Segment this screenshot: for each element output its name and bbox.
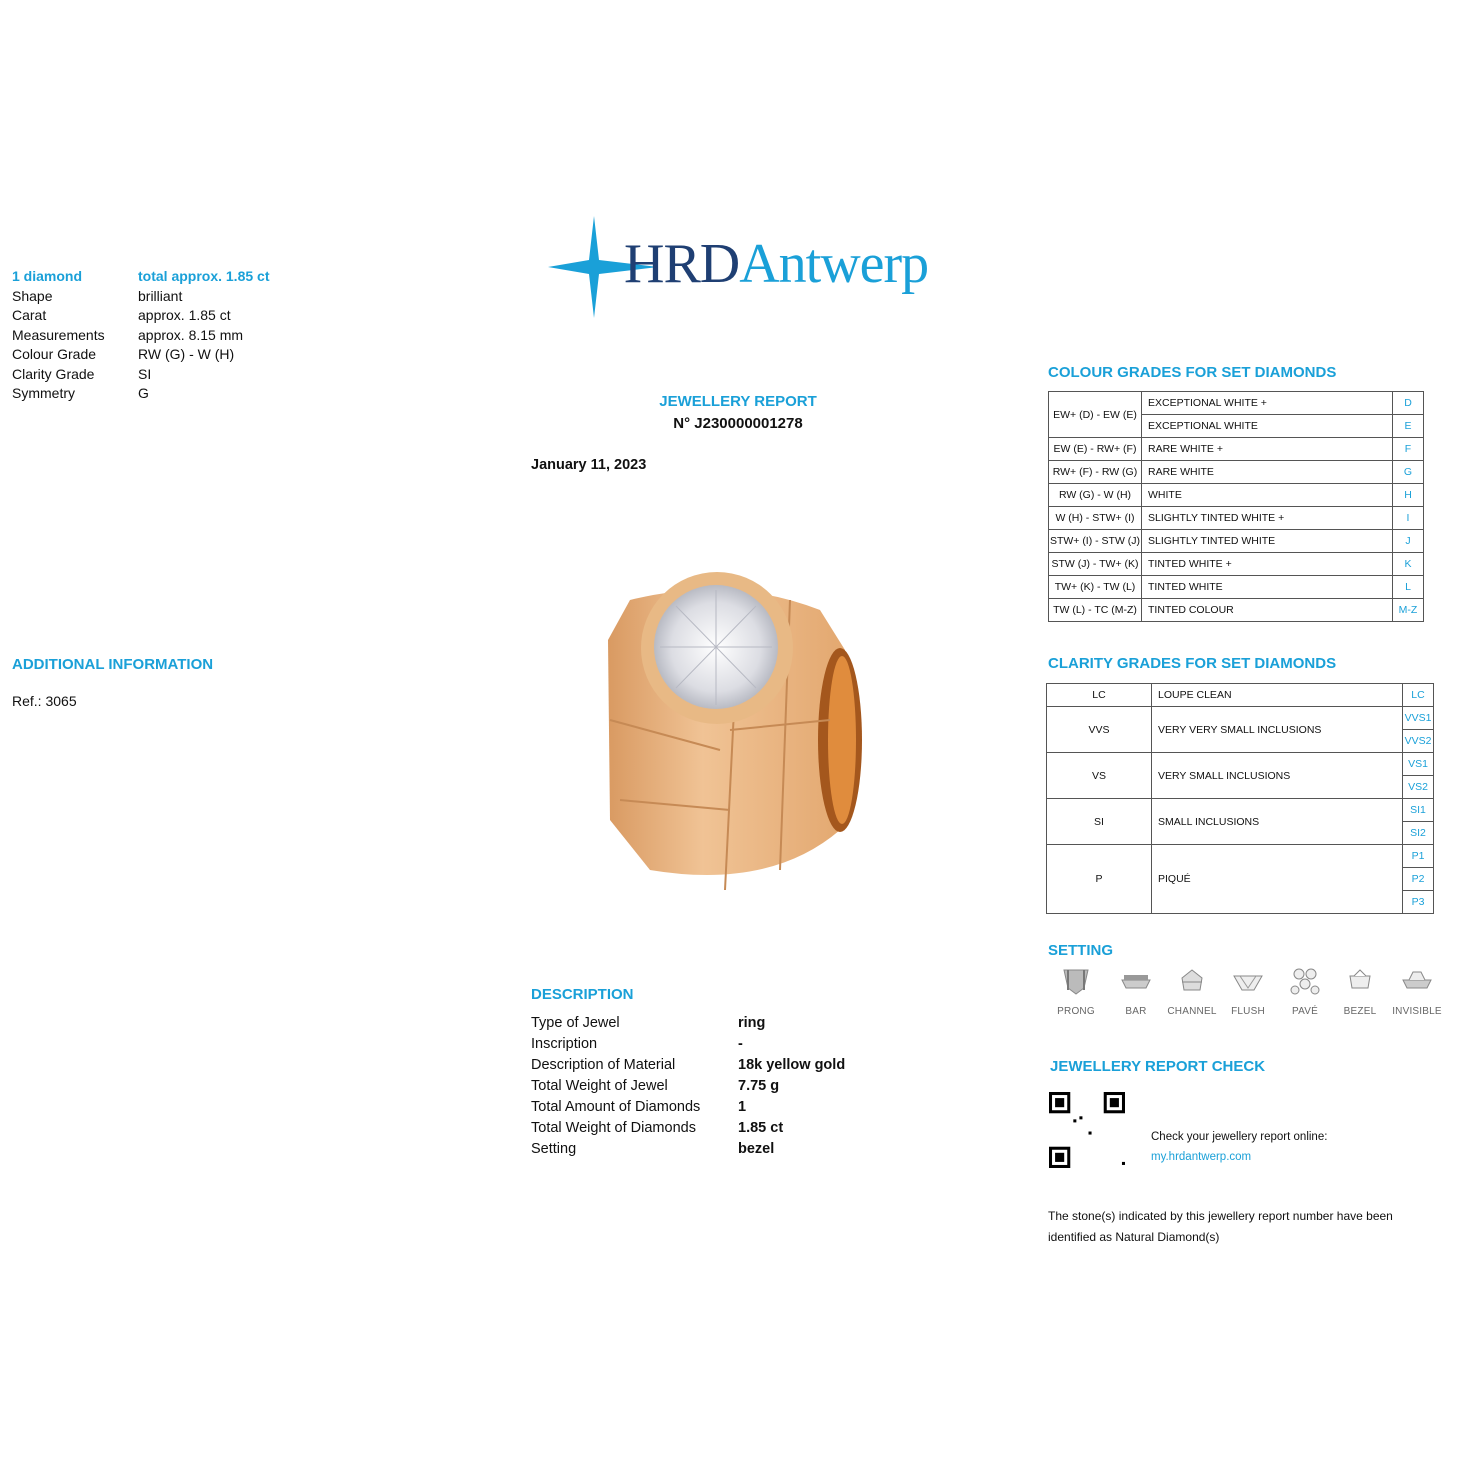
description-value: 1.85 ct bbox=[738, 1120, 784, 1136]
clarity-grade: VVS bbox=[1047, 707, 1152, 753]
colour-code: J bbox=[1393, 530, 1424, 553]
description-key: Description of Material bbox=[531, 1057, 676, 1073]
description-title: DESCRIPTION bbox=[531, 986, 634, 1003]
clarity-grade: VS bbox=[1047, 753, 1152, 799]
check-url-link[interactable]: my.hrdantwerp.com bbox=[1151, 1151, 1252, 1163]
colour-grade-row bbox=[1049, 461, 1424, 484]
colour-description: TINTED WHITE bbox=[1142, 576, 1393, 599]
colour-range: TW (L) - TC (M-Z) bbox=[1049, 599, 1142, 622]
setting-4-icon bbox=[1289, 966, 1321, 996]
colour-grades-table bbox=[1048, 391, 1424, 622]
colour-description: SLIGHTLY TINTED WHITE + bbox=[1142, 507, 1393, 530]
setting-item bbox=[1220, 966, 1276, 1017]
colour-code: H bbox=[1393, 484, 1424, 507]
reference-number: Ref.: 3065 bbox=[12, 693, 77, 709]
setting-label: BAR bbox=[1125, 1006, 1147, 1017]
clarity-description: SMALL INCLUSIONS bbox=[1152, 799, 1403, 845]
setting-1-icon bbox=[1120, 966, 1152, 996]
colour-grade-row bbox=[1049, 530, 1424, 553]
clarity-code: SI2 bbox=[1403, 822, 1434, 845]
colour-range: RW+ (F) - RW (G) bbox=[1049, 461, 1142, 484]
natural-diamond-statement: The stone(s) indicated by this jewellery report number have been identified as Natural Diamond(s) bbox=[1048, 1209, 1393, 1244]
colour-grade-row bbox=[1049, 392, 1424, 415]
colour-grade-row bbox=[1049, 507, 1424, 530]
report-number: N° J230000001278 bbox=[673, 415, 803, 432]
stone-info-key: Shape bbox=[12, 287, 53, 304]
clarity-code: VVS1 bbox=[1403, 707, 1434, 730]
colour-grade-row bbox=[1049, 599, 1424, 622]
colour-range: W (H) - STW+ (I) bbox=[1049, 507, 1142, 530]
colour-description: RARE WHITE bbox=[1142, 461, 1393, 484]
description-key: Total Weight of Diamonds bbox=[531, 1120, 696, 1136]
colour-description: TINTED COLOUR bbox=[1142, 599, 1393, 622]
colour-range: EW+ (D) - EW (E) bbox=[1049, 392, 1142, 438]
clarity-grade-row bbox=[1047, 707, 1434, 730]
clarity-grade-row bbox=[1047, 845, 1434, 868]
colour-description: EXCEPTIONAL WHITE bbox=[1142, 415, 1393, 438]
colour-range: EW (E) - RW+ (F) bbox=[1049, 438, 1142, 461]
description-value: 18k yellow gold bbox=[738, 1057, 846, 1073]
colour-description: RARE WHITE + bbox=[1142, 438, 1393, 461]
stone-info-value: SI bbox=[138, 365, 152, 382]
colour-code: E bbox=[1393, 415, 1424, 438]
description-key: Setting bbox=[531, 1141, 577, 1157]
description-value: ring bbox=[738, 1015, 766, 1031]
setting-2-icon bbox=[1176, 966, 1208, 996]
description-key: Total Weight of Jewel bbox=[531, 1078, 668, 1094]
setting-label: PAVÉ bbox=[1292, 1006, 1318, 1017]
clarity-grade-row bbox=[1047, 799, 1434, 822]
stone-info-value: approx. 1.85 ct bbox=[138, 307, 231, 323]
clarity-description: VERY SMALL INCLUSIONS bbox=[1152, 753, 1403, 799]
clarity-grade-row bbox=[1047, 684, 1434, 707]
colour-range: TW+ (K) - TW (L) bbox=[1049, 576, 1142, 599]
stone-info-value: G bbox=[138, 385, 149, 401]
stone-info-key: Carat bbox=[12, 307, 47, 323]
clarity-grade: P bbox=[1047, 845, 1152, 914]
description-value: bezel bbox=[738, 1141, 775, 1157]
setting-item bbox=[1277, 966, 1333, 1017]
qr-code[interactable] bbox=[1049, 1092, 1125, 1168]
colour-code: L bbox=[1393, 576, 1424, 599]
colour-code: M-Z bbox=[1393, 599, 1424, 622]
clarity-code: P2 bbox=[1403, 868, 1434, 891]
check-online-text: Check your jewellery report online: bbox=[1151, 1131, 1328, 1143]
clarity-grade-row bbox=[1047, 753, 1434, 776]
setting-3-icon bbox=[1232, 966, 1264, 996]
report-title: JEWELLERY REPORT bbox=[659, 393, 817, 410]
clarity-grade: LC bbox=[1047, 684, 1152, 707]
colour-code: K bbox=[1393, 553, 1424, 576]
hrd-antwerp-logo bbox=[548, 212, 968, 322]
stone-info-value: approx. 8.15 mm bbox=[138, 326, 244, 343]
setting-item bbox=[1164, 966, 1220, 1017]
logo-wordmark: HRDAntwerp bbox=[624, 233, 929, 295]
colour-grade-row bbox=[1049, 576, 1424, 599]
additional-info-title: ADDITIONAL INFORMATION bbox=[12, 656, 214, 673]
ring-photo bbox=[590, 570, 880, 900]
setting-item bbox=[1108, 966, 1164, 1017]
report-check-title: JEWELLERY REPORT CHECK bbox=[1050, 1058, 1266, 1075]
stone-info-key: Symmetry bbox=[12, 385, 75, 401]
colour-grades-title: COLOUR GRADES FOR SET DIAMONDS bbox=[1048, 364, 1337, 381]
stone-total: total approx. 1.85 ct bbox=[138, 268, 270, 284]
colour-code: I bbox=[1393, 507, 1424, 530]
clarity-description: PIQUÉ bbox=[1152, 845, 1403, 914]
colour-range: STW+ (I) - STW (J) bbox=[1049, 530, 1142, 553]
description-value: 1 bbox=[738, 1099, 747, 1115]
setting-label: PRONG bbox=[1057, 1006, 1095, 1017]
setting-label: INVISIBLE bbox=[1392, 1006, 1442, 1017]
setting-item bbox=[1048, 966, 1104, 1017]
clarity-description: VERY VERY SMALL INCLUSIONS bbox=[1152, 707, 1403, 753]
stone-info-key: Clarity Grade bbox=[12, 365, 95, 382]
setting-types bbox=[1048, 966, 1448, 1026]
clarity-code: VS1 bbox=[1403, 753, 1434, 776]
colour-code: F bbox=[1393, 438, 1424, 461]
setting-item bbox=[1332, 966, 1388, 1017]
setting-label: FLUSH bbox=[1231, 1006, 1265, 1017]
stone-info-value: brilliant bbox=[138, 287, 183, 304]
clarity-grades-title: CLARITY GRADES FOR SET DIAMONDS bbox=[1048, 655, 1337, 672]
clarity-grade: SI bbox=[1047, 799, 1152, 845]
colour-grade-row bbox=[1049, 484, 1424, 507]
report-date: January 11, 2023 bbox=[531, 457, 647, 473]
stone-info-value: RW (G) - W (H) bbox=[138, 346, 235, 362]
clarity-code: VVS2 bbox=[1403, 730, 1434, 753]
description-value: 7.75 g bbox=[738, 1078, 780, 1094]
stone-info-key: Colour Grade bbox=[12, 346, 97, 362]
description-value: - bbox=[738, 1036, 743, 1052]
colour-grade-row bbox=[1049, 438, 1424, 461]
colour-grade-row bbox=[1049, 553, 1424, 576]
clarity-code: SI1 bbox=[1403, 799, 1434, 822]
clarity-grades-table bbox=[1046, 683, 1434, 914]
setting-label: BEZEL bbox=[1343, 1006, 1377, 1017]
clarity-code: P1 bbox=[1403, 845, 1434, 868]
description-key: Inscription bbox=[531, 1036, 598, 1052]
setting-item bbox=[1389, 966, 1445, 1017]
clarity-description: LOUPE CLEAN bbox=[1152, 684, 1403, 707]
colour-code: D bbox=[1393, 392, 1424, 415]
colour-description: WHITE bbox=[1142, 484, 1393, 507]
clarity-code: P3 bbox=[1403, 891, 1434, 914]
setting-title: SETTING bbox=[1048, 942, 1114, 959]
clarity-code: LC bbox=[1403, 684, 1434, 707]
description-key: Type of Jewel bbox=[531, 1015, 620, 1031]
colour-description: EXCEPTIONAL WHITE + bbox=[1142, 392, 1393, 415]
description-key: Total Amount of Diamonds bbox=[531, 1099, 701, 1115]
setting-6-icon bbox=[1401, 966, 1433, 996]
setting-5-icon bbox=[1344, 966, 1376, 996]
setting-label: CHANNEL bbox=[1167, 1006, 1217, 1017]
colour-description: TINTED WHITE + bbox=[1142, 553, 1393, 576]
clarity-code: VS2 bbox=[1403, 776, 1434, 799]
colour-range: STW (J) - TW+ (K) bbox=[1049, 553, 1142, 576]
colour-code: G bbox=[1393, 461, 1424, 484]
colour-range: RW (G) - W (H) bbox=[1049, 484, 1142, 507]
stone-info-key: Measurements bbox=[12, 326, 105, 343]
setting-0-icon bbox=[1060, 966, 1092, 996]
colour-description: SLIGHTLY TINTED WHITE bbox=[1142, 530, 1393, 553]
stone-count: 1 diamond bbox=[12, 268, 83, 284]
